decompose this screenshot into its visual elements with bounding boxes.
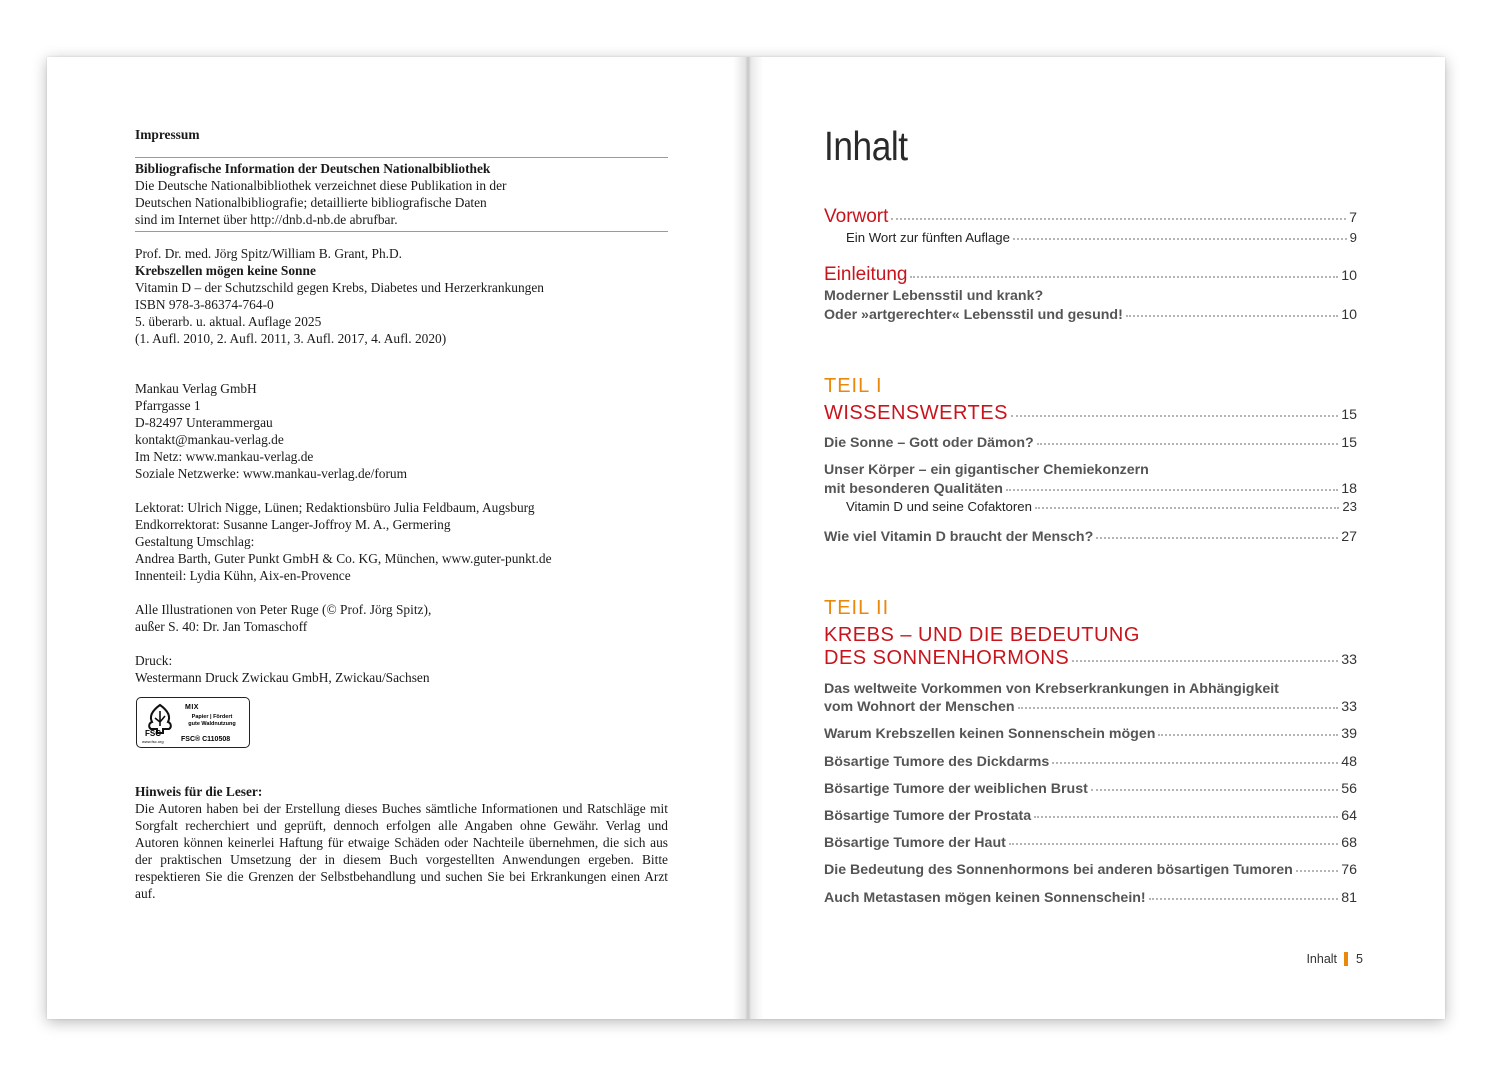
toc-entry[interactable] [824,481,1357,497]
edition: 5. überarb. u. aktual. Auflage 2025 [135,314,322,329]
print-block [135,652,668,686]
biblio-title: Bibliografische Information der Deutschen Nationalbibliothek [135,161,491,176]
leader-dots [1018,707,1339,709]
leader-dots [1013,238,1347,240]
toc-entry-label: Bösartige Tumore der Haut [824,835,1006,851]
toc-entry-einleitung[interactable] [824,264,1357,286]
toc-entry-label: Einleitung [824,264,908,285]
previous-editions: (1. Aufl. 2010, 2. Aufl. 2011, 3. Aufl. 2017, 4. Aufl. 2020) [135,331,447,346]
print-line: Druck: [135,653,173,668]
biblio-line: sind im Internet über http://dnb.d-nb.de abrufbar. [135,212,398,227]
toc-entry-label: Wie viel Vitamin D braucht der Mensch? [824,529,1094,545]
toc-page-number: 15 [1341,435,1357,451]
toc-page-number: 27 [1341,529,1357,545]
credits-block [135,499,668,584]
toc-entry-label: Oder »artgerechter« Lebensstil und gesund! [824,307,1123,323]
fsc-text-2: gute Waldnutzung [188,720,236,727]
credit-line: Andrea Barth, Guter Punkt GmbH & Co. KG, München, www.guter-punkt.de [135,551,552,566]
impressum-heading: Impressum [135,127,200,142]
notice-title: Hinweis für die Leser: [135,784,263,799]
toc-entry-label: Auch Metastasen mögen keinen Sonnenschein! [824,890,1146,906]
illustration-line: Alle Illustrationen von Peter Ruge (© Prof. Jörg Spitz), [135,602,432,617]
illustrations-block [135,601,668,635]
book-info [135,245,668,347]
toc-page-number: 39 [1341,726,1357,742]
toc-page-number: 10 [1341,307,1357,323]
illustration-line: außer S. 40: Dr. Jan Tomaschoff [135,619,308,634]
publisher-line: Soziale Netzwerke: www.mankau-verlag.de/forum [135,466,408,481]
publisher-line: kontakt@mankau-verlag.de [135,432,284,447]
toc-entry[interactable] [824,529,1357,545]
toc-entry-label: Bösartige Tumore des Dickdarms [824,754,1050,770]
toc-entry-vorwort[interactable] [824,206,1357,228]
publisher-line: D-82497 Unterammergau [135,415,273,430]
leader-dots [1011,415,1338,417]
toc-entry-fuenfte-auflage[interactable] [846,230,1357,245]
fsc-subtext [177,714,247,727]
toc-entry-label-line1[interactable]: Moderner Lebensstil und krank? [824,288,1044,304]
fsc-label: FSC [145,729,161,738]
toc-page-number: 76 [1341,862,1357,878]
toc-entry[interactable] [824,808,1357,824]
credit-line: Innenteil: Lydia Kühn, Aix-en-Provence [135,568,351,583]
publisher-block [135,380,668,482]
part-title-line1: KREBS – UND DIE BEDEUTUNG [824,624,1140,646]
publisher-line: Pfarrgasse 1 [135,398,201,413]
left-page-impressum [47,57,747,1019]
leader-dots [1006,489,1338,491]
reader-notice [135,783,668,902]
leader-dots [1052,762,1338,764]
toc-entry-label: mit besonderen Qualitäten [824,481,1003,497]
fsc-logo [136,697,250,748]
toc-entry-label-line1[interactable]: Unser Körper – ein gigantischer Chemiekonzern [824,462,1149,478]
biblio-line: Deutschen Nationalbibliografie; detaillierte bibliografische Daten [135,195,487,210]
toc-entry-label: Ein Wort zur fünften Auflage [846,230,1010,245]
print-line: Westermann Druck Zwickau GmbH, Zwickau/Sachsen [135,670,430,685]
toc-page-number: 23 [1342,499,1357,514]
toc-entry[interactable] [824,862,1357,878]
leader-dots [1158,734,1338,736]
toc-page-number: 15 [1341,407,1357,423]
toc-entry-lebensstil[interactable] [824,307,1357,323]
leader-dots [1037,443,1339,445]
toc-entry-sub[interactable] [846,499,1357,514]
page-footer [1306,952,1363,966]
toc-page-number: 18 [1341,481,1357,497]
part-2-label: TEIL II [824,597,890,619]
fsc-code: FSC® C110508 [181,736,231,743]
toc-page-number: 7 [1349,210,1357,226]
toc-page-number: 56 [1341,781,1357,797]
credit-line: Lektorat: Ulrich Nigge, Lünen; Redaktionsbüro Julia Feldbaum, Augsburg [135,500,535,515]
credit-line: Gestaltung Umschlag: [135,534,255,549]
toc-page-number: 10 [1341,268,1357,284]
leader-dots [1034,816,1338,818]
toc-entry-label-line1[interactable]: Das weltweite Vorkommen von Krebserkrankungen in Abhängigkeit [824,681,1279,697]
fsc-mix: MIX [185,704,199,711]
leader-dots [1149,898,1339,900]
part-title: WISSENSWERTES [824,402,1008,424]
toc-page-number: 64 [1341,808,1357,824]
book-spread [47,57,1445,1019]
footer-accent-bar [1344,952,1348,966]
biblio-line: Die Deutsche Nationalbibliothek verzeichnet diese Publikation in der [135,178,507,193]
toc-entry-label: Bösartige Tumore der weiblichen Brust [824,781,1088,797]
toc-entry-label: Bösartige Tumore der Prostata [824,808,1032,824]
leader-dots [910,276,1338,278]
toc-page-number: 33 [1341,699,1357,715]
leader-dots [1091,789,1338,791]
authors: Prof. Dr. med. Jörg Spitz/William B. Grant, Ph.D. [135,246,403,261]
toc-title: Inhalt [824,123,908,169]
fsc-text-1: Papier | Fördert [191,714,233,720]
fsc-url: www.fsc.org [142,739,164,744]
toc-page-number: 9 [1349,230,1357,245]
leader-dots [891,218,1346,220]
toc-entry-krebs[interactable] [824,647,1357,670]
right-page-contents [747,57,1445,1019]
toc-page-number: 81 [1341,890,1357,906]
notice-text: Die Autoren haben bei der Erstellung dieses Buches sämtliche Informationen und Ratschläge mit Sorgfalt recherchiert und geprüft, dennoch erfolgen alle Angaben ohne Gewähr. Verlag und Autoren können keinerlei Haftung für etwaige Schäden oder Nachteile übernehmen, die sich aus der praktischen Umsetzung der in diesem Buch vorgestellten Anwendungen ergeben. Bitte respektieren Sie die Grenzen der Selbstbehandlung und suchen Sie bei Erkrankungen einen Arzt auf. [135,801,668,901]
page-number: 5 [1356,952,1363,966]
toc-entry-wissenswertes[interactable] [824,402,1357,425]
toc-page-number: 68 [1341,835,1357,851]
leader-dots [1072,660,1338,662]
leader-dots [1296,870,1338,872]
toc-entry[interactable] [824,699,1357,715]
isbn: ISBN 978-3-86374-764-0 [135,297,274,312]
toc-entry[interactable] [824,435,1357,451]
footer-label: Inhalt [1306,952,1338,966]
divider [135,231,668,232]
leader-dots [1096,537,1338,539]
leader-dots [1009,843,1338,845]
part-1-label: TEIL I [824,375,883,397]
divider [135,157,668,158]
toc-page-number: 33 [1341,652,1357,668]
toc-entry[interactable] [824,726,1357,742]
publisher-line: Im Netz: www.mankau-verlag.de [135,449,314,464]
leader-dots [1126,315,1338,317]
toc-page-number: 48 [1341,754,1357,770]
toc-entry[interactable] [824,781,1357,797]
toc-entry-label: Vorwort [824,206,889,227]
credit-line: Endkorrektorat: Susanne Langer-Joffroy M. A., Germering [135,517,451,532]
toc-entry[interactable] [824,754,1357,770]
toc-entry-label: Die Sonne – Gott oder Dämon? [824,435,1034,451]
toc-entry-label: Die Bedeutung des Sonnenhormons bei anderen bösartigen Tumoren [824,862,1293,878]
book-title: Krebszellen mögen keine Sonne [135,263,316,278]
biblio-block [135,160,668,228]
publisher-line: Mankau Verlag GmbH [135,381,257,396]
toc-entry[interactable] [824,890,1357,906]
toc-entry[interactable] [824,835,1357,851]
leader-dots [1035,507,1339,509]
toc-entry-label: Vitamin D und seine Cofaktoren [846,499,1032,514]
part-title: DES SONNENHORMONS [824,647,1070,669]
book-subtitle: Vitamin D – der Schutzschild gegen Krebs, Diabetes und Herzerkrankungen [135,280,544,295]
toc-entry-label: Warum Krebszellen keinen Sonnenschein mögen [824,726,1156,742]
toc-entry-label: vom Wohnort der Menschen [824,699,1015,715]
